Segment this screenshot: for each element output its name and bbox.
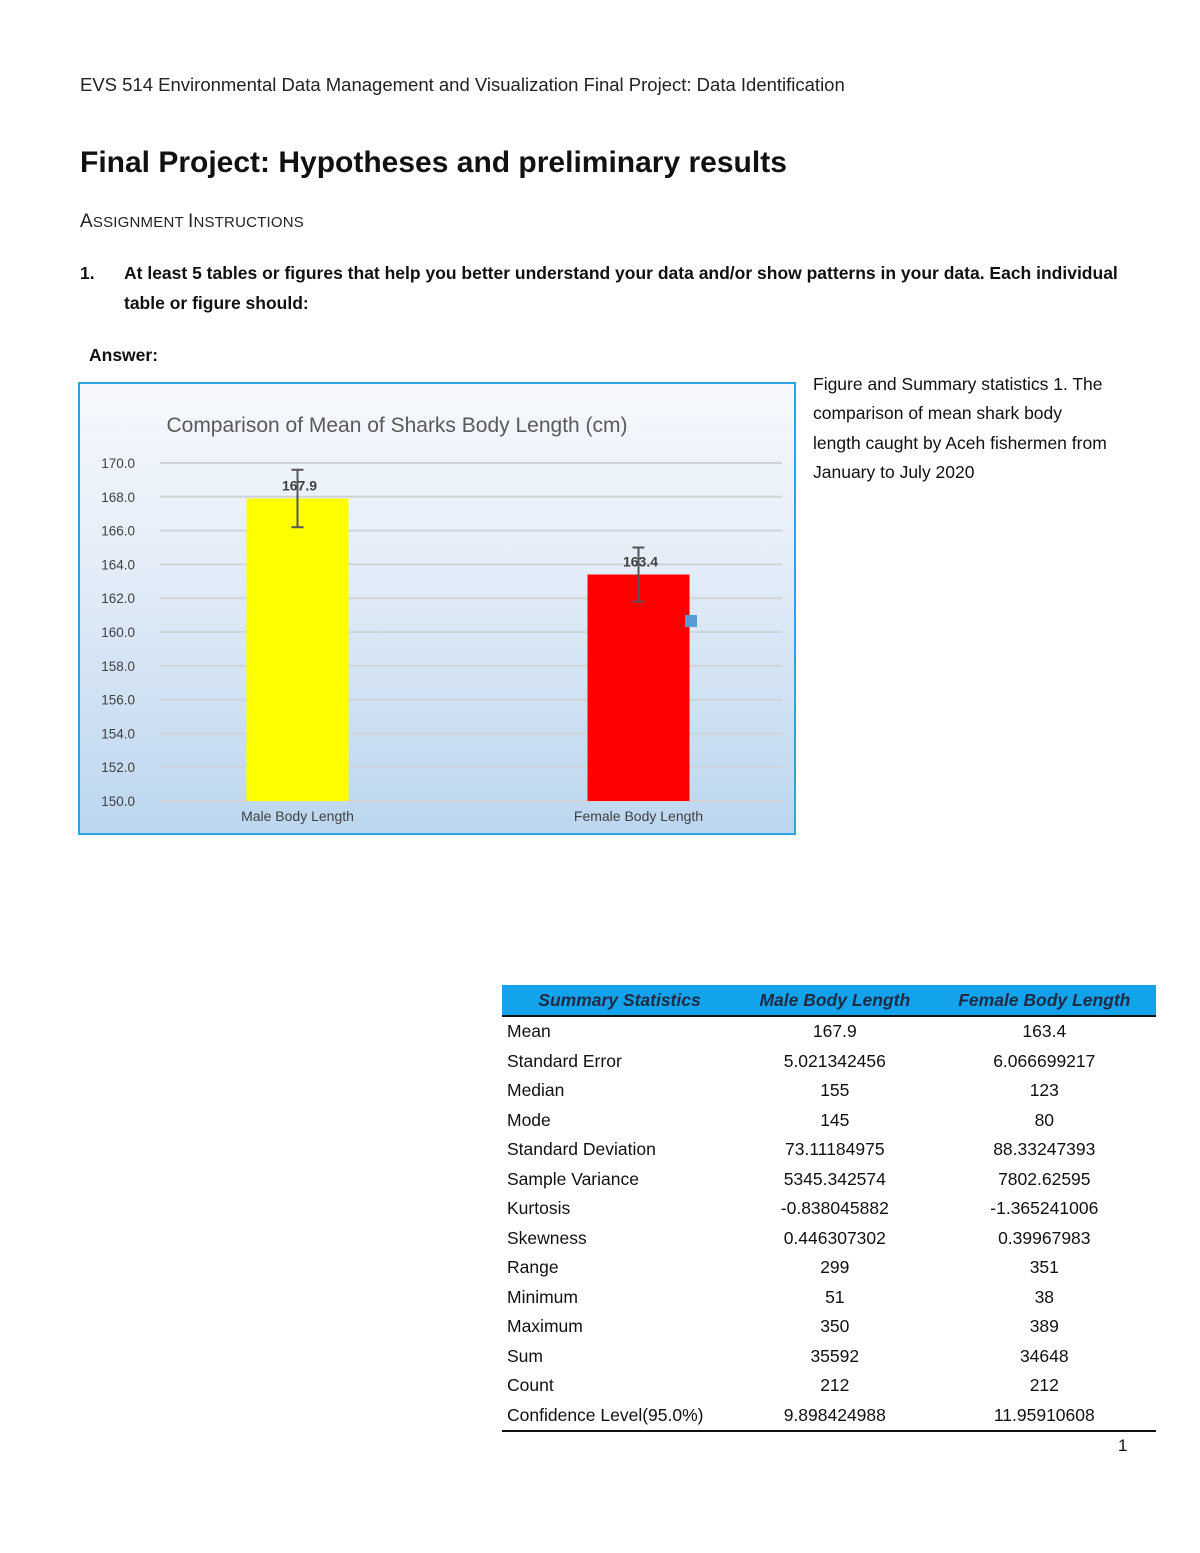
row-value: 80 [1034, 1109, 1055, 1130]
row-value: 34648 [1019, 1345, 1069, 1366]
y-tick-label: 152.0 [101, 760, 135, 776]
table-row [502, 1165, 1156, 1195]
table-row [502, 1135, 1156, 1165]
section-heading-rest-2: NSTRUCTIONS [193, 214, 304, 231]
row-label: Maximum [507, 1316, 583, 1337]
table-row [502, 1106, 1156, 1136]
table-row [502, 1371, 1156, 1401]
instruction-number: 1. [80, 263, 95, 283]
row-label: Sum [507, 1345, 543, 1366]
row-value: 9.898424988 [737, 1401, 933, 1432]
row-value: 163.4 [1022, 1021, 1067, 1042]
section-heading-cap-1: A [80, 211, 93, 232]
y-tick-label: 164.0 [101, 557, 135, 573]
row-value: 351 [1029, 1257, 1059, 1278]
x-tick-label: Female Body Length [573, 808, 704, 824]
row-value: -0.838045882 [780, 1198, 889, 1219]
row-label: Mean [507, 1021, 551, 1042]
summary-statistics-table [502, 985, 1156, 1432]
table-header-cell: Summary Statistics [502, 985, 737, 1016]
row-value: 0.446307302 [783, 1227, 886, 1248]
section-heading-rest-1: SSIGNMENT [92, 214, 188, 231]
row-label: Count [507, 1375, 554, 1396]
row-value: 6.066699217 [993, 1050, 1096, 1071]
table-header-row [502, 985, 1156, 1016]
row-value: 0.39967983 [998, 1227, 1091, 1248]
row-value: 88.33247393 [993, 1139, 1096, 1160]
y-tick-label: 162.0 [101, 591, 135, 607]
row-value: 389 [1029, 1316, 1059, 1337]
answer-label: Answer: [89, 345, 159, 365]
page-title: Final Project: Hypotheses and preliminary results [80, 146, 787, 179]
y-tick-label: 170.0 [101, 456, 135, 471]
table-row [502, 1342, 1156, 1372]
table-row [502, 1312, 1156, 1342]
document-header: EVS 514 Environmental Data Management and Visualization Final Project: Data Identification [80, 74, 845, 95]
row-value: 73.11184975 [785, 1139, 885, 1160]
row-label: Range [507, 1257, 559, 1278]
row-value: 212 [1029, 1375, 1059, 1396]
row-value: 5.021342456 [783, 1050, 886, 1071]
data-label: 163.4 [622, 553, 659, 570]
section-heading [80, 211, 304, 233]
figure-caption: Figure and Summary statistics 1. The comparison of mean shark body length caught by Aceh fishermen from January to July 2020 [813, 374, 1107, 482]
row-label: Standard Deviation [507, 1139, 656, 1160]
y-tick-label: 160.0 [101, 625, 135, 640]
table-row [502, 1253, 1156, 1283]
page-number: 1 [1118, 1436, 1128, 1455]
table-body [502, 1016, 1156, 1431]
row-label: Skewness [507, 1227, 587, 1248]
row-value: 299 [820, 1257, 850, 1278]
row-value: 51 [825, 1286, 845, 1307]
row-label: Minimum [507, 1286, 578, 1307]
bar [247, 498, 349, 801]
row-label: Sample Variance [507, 1168, 639, 1189]
row-value: -1.365241006 [990, 1198, 1099, 1219]
y-tick-label: 154.0 [101, 726, 135, 742]
table-header-cell: Female Body Length [933, 985, 1156, 1016]
table-row [502, 1047, 1156, 1077]
bar-chart [80, 384, 794, 833]
table-row [502, 1016, 1156, 1047]
table-row [502, 1224, 1156, 1254]
row-value: 123 [1029, 1080, 1059, 1101]
bar-chart-frame [78, 382, 796, 835]
row-value: 145 [820, 1109, 850, 1130]
row-value: 38 [1034, 1286, 1055, 1307]
row-value: 11.95910608 [933, 1401, 1156, 1432]
instruction-item [80, 258, 1120, 318]
row-value: 35592 [810, 1345, 860, 1366]
data-label: 167.9 [281, 477, 318, 494]
row-value: 167.9 [812, 1021, 857, 1042]
row-value: 350 [820, 1316, 850, 1337]
legend-marker [685, 615, 697, 627]
y-tick-label: 166.0 [101, 523, 135, 539]
section-heading-cap-2: I [187, 211, 194, 232]
row-value: 155 [820, 1080, 850, 1101]
bar [588, 575, 690, 801]
instruction-text: At least 5 tables or figures that help you better understand your data and/or show patterns in your data. Each individual table or figure should: [124, 263, 1118, 313]
table-row [502, 1283, 1156, 1313]
row-label: Mode [507, 1109, 551, 1130]
row-value: 212 [820, 1375, 850, 1396]
chart-title: Comparison of Mean of Sharks Body Length (cm) [166, 414, 628, 437]
table-row [502, 1194, 1156, 1224]
y-tick-label: 150.0 [101, 794, 135, 809]
row-label: Standard Error [507, 1050, 622, 1071]
row-label: Median [507, 1080, 565, 1101]
y-tick-label: 158.0 [101, 658, 135, 674]
row-label: Confidence Level(95.0%) [502, 1401, 737, 1432]
table-row [502, 1401, 1156, 1432]
table-row [502, 1076, 1156, 1106]
y-tick-label: 168.0 [101, 489, 135, 505]
table-header-cell: Male Body Length [737, 985, 933, 1016]
y-tick-label: 156.0 [101, 692, 135, 708]
x-tick-label: Male Body Length [241, 808, 354, 824]
row-label: Kurtosis [507, 1198, 571, 1219]
row-value: 5345.342574 [783, 1168, 886, 1189]
row-value: 7802.62595 [998, 1168, 1091, 1189]
